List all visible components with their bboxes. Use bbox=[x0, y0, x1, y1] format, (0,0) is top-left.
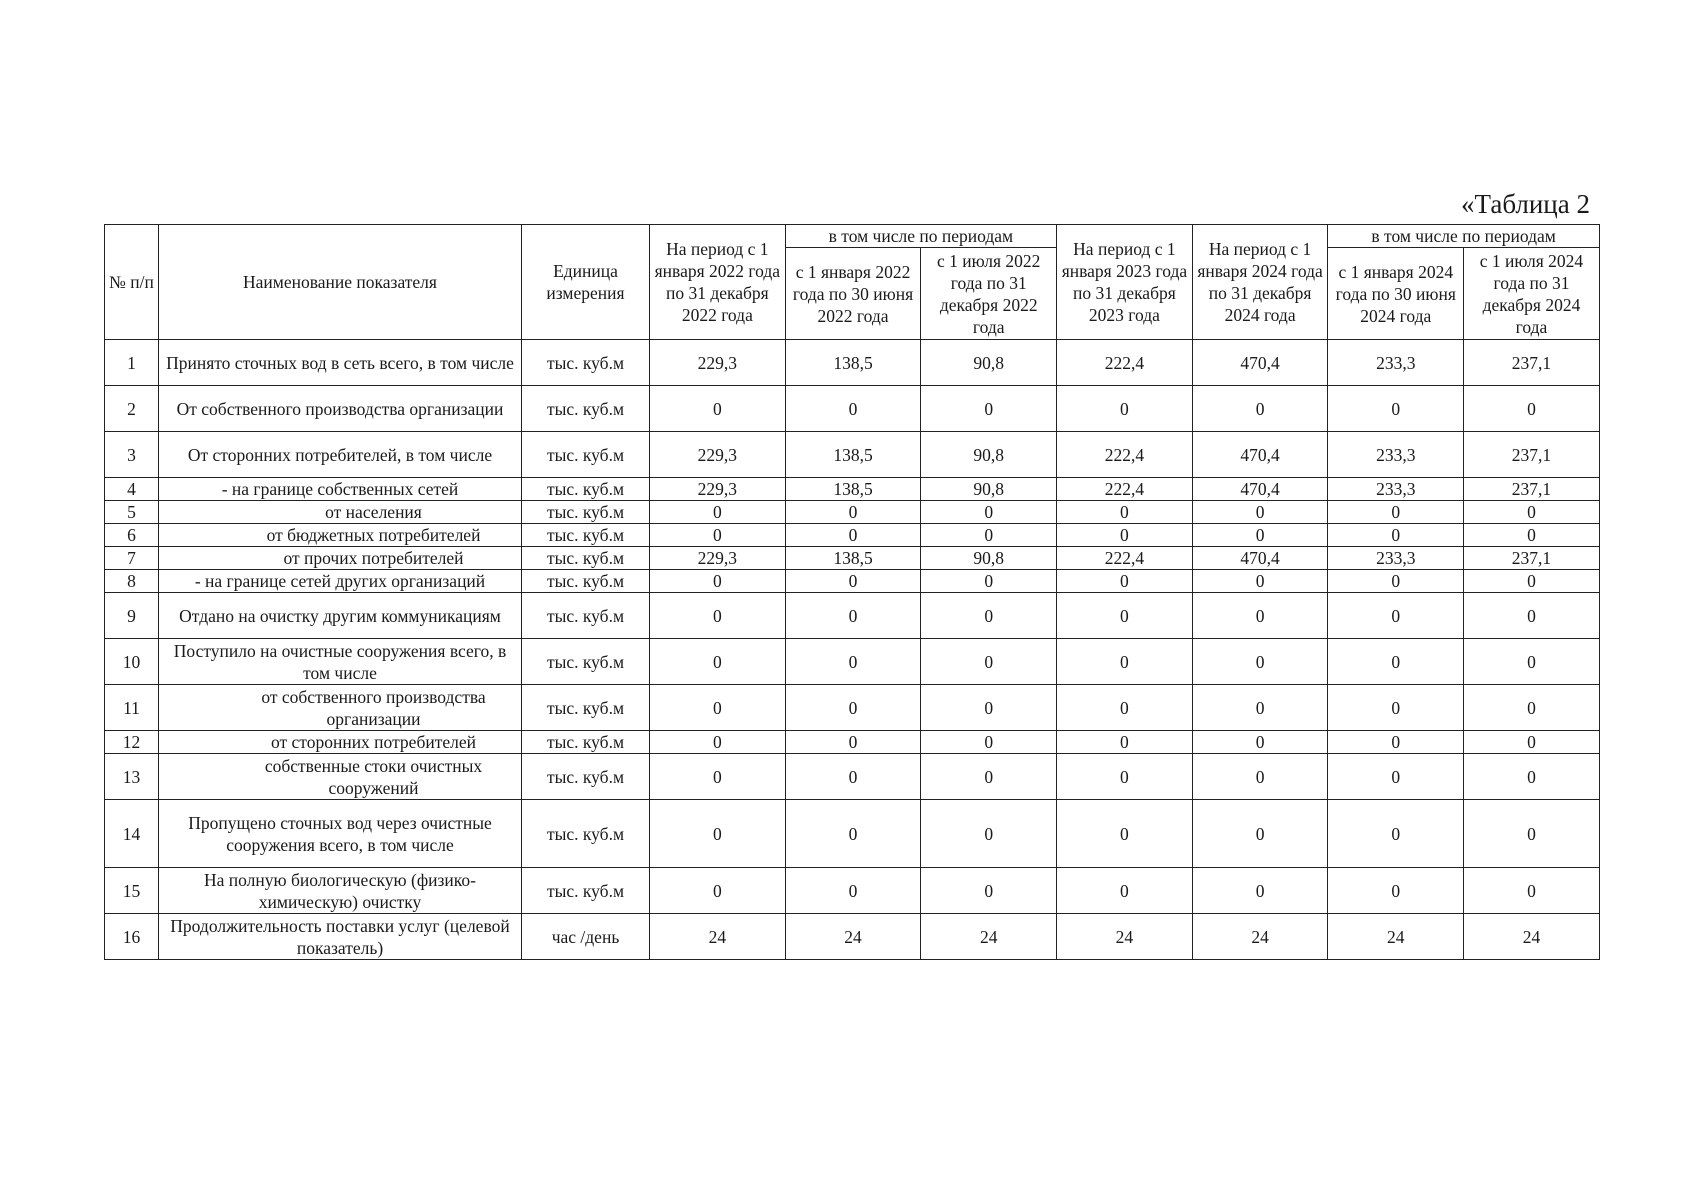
cell-value: 237,1 bbox=[1464, 547, 1600, 570]
row-name: от сторонних потребителей bbox=[159, 731, 522, 754]
cell-value: 0 bbox=[1057, 754, 1193, 800]
cell-value: 233,3 bbox=[1328, 340, 1464, 386]
report-table bbox=[104, 224, 1600, 960]
cell-value: 0 bbox=[650, 501, 786, 524]
cell-value: 0 bbox=[1464, 754, 1600, 800]
cell-value: 0 bbox=[1192, 593, 1328, 639]
cell-value: 0 bbox=[1328, 731, 1464, 754]
cell-value: 24 bbox=[921, 914, 1057, 960]
row-unit: тыс. куб.м bbox=[522, 593, 650, 639]
cell-value: 0 bbox=[1057, 731, 1193, 754]
row-name: от прочих потребителей bbox=[159, 547, 522, 570]
cell-value: 90,8 bbox=[921, 340, 1057, 386]
cell-value: 0 bbox=[1192, 685, 1328, 731]
table-row bbox=[105, 524, 1600, 547]
table-row bbox=[105, 731, 1600, 754]
cell-value: 0 bbox=[785, 524, 921, 547]
cell-value: 0 bbox=[1192, 754, 1328, 800]
table-row bbox=[105, 386, 1600, 432]
cell-value: 90,8 bbox=[921, 432, 1057, 478]
row-unit: тыс. куб.м bbox=[522, 868, 650, 914]
table-row bbox=[105, 800, 1600, 868]
cell-value: 0 bbox=[785, 685, 921, 731]
cell-value: 0 bbox=[785, 868, 921, 914]
row-no: 14 bbox=[105, 800, 159, 868]
cell-value: 138,5 bbox=[785, 547, 921, 570]
cell-value: 0 bbox=[1057, 800, 1193, 868]
row-no: 4 bbox=[105, 478, 159, 501]
cell-value: 138,5 bbox=[785, 432, 921, 478]
cell-value: 0 bbox=[1192, 639, 1328, 685]
table-row bbox=[105, 547, 1600, 570]
cell-value: 233,3 bbox=[1328, 478, 1464, 501]
cell-value: 237,1 bbox=[1464, 432, 1600, 478]
cell-value: 138,5 bbox=[785, 340, 921, 386]
row-unit: час /день bbox=[522, 914, 650, 960]
cell-value: 229,3 bbox=[650, 432, 786, 478]
cell-value: 0 bbox=[650, 868, 786, 914]
row-unit: тыс. куб.м bbox=[522, 639, 650, 685]
cell-value: 0 bbox=[1328, 639, 1464, 685]
row-unit: тыс. куб.м bbox=[522, 731, 650, 754]
row-no: 2 bbox=[105, 386, 159, 432]
header-period-2023: На период с 1 января 2023 года по 31 декабря 2023 года bbox=[1057, 225, 1193, 340]
cell-value: 0 bbox=[785, 731, 921, 754]
cell-value: 0 bbox=[785, 800, 921, 868]
cell-value: 0 bbox=[785, 754, 921, 800]
cell-value: 0 bbox=[1057, 868, 1193, 914]
row-name: Принято сточных вод в сеть всего, в том числе bbox=[159, 340, 522, 386]
cell-value: 138,5 bbox=[785, 478, 921, 501]
table-row bbox=[105, 593, 1600, 639]
row-name: Поступило на очистные сооружения всего, в том числе bbox=[159, 639, 522, 685]
cell-value: 0 bbox=[1192, 386, 1328, 432]
cell-value: 0 bbox=[1192, 868, 1328, 914]
cell-value: 24 bbox=[1192, 914, 1328, 960]
row-no: 7 bbox=[105, 547, 159, 570]
row-no: 5 bbox=[105, 501, 159, 524]
cell-value: 0 bbox=[921, 754, 1057, 800]
cell-value: 0 bbox=[921, 386, 1057, 432]
cell-value: 0 bbox=[1464, 570, 1600, 593]
header-incl-periods-2024: в том числе по периодам bbox=[1328, 225, 1599, 248]
cell-value: 0 bbox=[1192, 570, 1328, 593]
cell-value: 0 bbox=[1328, 593, 1464, 639]
cell-value: 0 bbox=[650, 593, 786, 639]
row-unit: тыс. куб.м bbox=[522, 685, 650, 731]
table-row bbox=[105, 340, 1600, 386]
cell-value: 24 bbox=[1328, 914, 1464, 960]
row-unit: тыс. куб.м bbox=[522, 386, 650, 432]
header-h2-2022: с 1 июля 2022 года по 31 декабря 2022 года bbox=[921, 248, 1057, 340]
cell-value: 237,1 bbox=[1464, 340, 1600, 386]
header-unit: Единица измерения bbox=[522, 225, 650, 340]
cell-value: 0 bbox=[1057, 639, 1193, 685]
cell-value: 0 bbox=[921, 868, 1057, 914]
cell-value: 0 bbox=[1328, 570, 1464, 593]
row-name: от бюджетных потребителей bbox=[159, 524, 522, 547]
cell-value: 0 bbox=[1057, 685, 1193, 731]
cell-value: 0 bbox=[921, 501, 1057, 524]
header-h2-2024: с 1 июля 2024 года по 31 декабря 2024 года bbox=[1464, 248, 1600, 340]
cell-value: 0 bbox=[1192, 524, 1328, 547]
cell-value: 90,8 bbox=[921, 478, 1057, 501]
cell-value: 470,4 bbox=[1192, 432, 1328, 478]
cell-value: 0 bbox=[921, 685, 1057, 731]
cell-value: 229,3 bbox=[650, 547, 786, 570]
header-h1-2022: с 1 января 2022 года по 30 июня 2022 года bbox=[785, 248, 921, 340]
row-unit: тыс. куб.м bbox=[522, 547, 650, 570]
cell-value: 0 bbox=[1057, 386, 1193, 432]
table-row bbox=[105, 501, 1600, 524]
header-period-2024: На период с 1 января 2024 года по 31 декабря 2024 года bbox=[1192, 225, 1328, 340]
row-no: 8 bbox=[105, 570, 159, 593]
cell-value: 0 bbox=[1328, 800, 1464, 868]
table-row bbox=[105, 478, 1600, 501]
cell-value: 0 bbox=[650, 524, 786, 547]
cell-value: 0 bbox=[1192, 501, 1328, 524]
cell-value: 24 bbox=[785, 914, 921, 960]
cell-value: 0 bbox=[1464, 593, 1600, 639]
row-name: собственные стоки очистных сооружений bbox=[159, 754, 522, 800]
table-row bbox=[105, 639, 1600, 685]
cell-value: 0 bbox=[1464, 800, 1600, 868]
cell-value: 0 bbox=[650, 685, 786, 731]
cell-value: 0 bbox=[1328, 754, 1464, 800]
cell-value: 0 bbox=[921, 524, 1057, 547]
row-name: от собственного производства организации bbox=[159, 685, 522, 731]
cell-value: 0 bbox=[1057, 501, 1193, 524]
cell-value: 0 bbox=[1464, 639, 1600, 685]
cell-value: 24 bbox=[1057, 914, 1193, 960]
cell-value: 470,4 bbox=[1192, 478, 1328, 501]
cell-value: 0 bbox=[1328, 386, 1464, 432]
row-name: - на границе сетей других организаций bbox=[159, 570, 522, 593]
row-no: 15 bbox=[105, 868, 159, 914]
header-h1-2024: с 1 января 2024 года по 30 июня 2024 года bbox=[1328, 248, 1464, 340]
header-no: № п/п bbox=[105, 225, 159, 340]
row-unit: тыс. куб.м bbox=[522, 754, 650, 800]
cell-value: 222,4 bbox=[1057, 478, 1193, 501]
row-name: Пропущено сточных вод через очистные сооружения всего, в том числе bbox=[159, 800, 522, 868]
cell-value: 470,4 bbox=[1192, 547, 1328, 570]
cell-value: 0 bbox=[650, 386, 786, 432]
cell-value: 222,4 bbox=[1057, 432, 1193, 478]
cell-value: 0 bbox=[1464, 386, 1600, 432]
row-name: Продолжительность поставки услуг (целевой показатель) bbox=[159, 914, 522, 960]
cell-value: 0 bbox=[1464, 524, 1600, 547]
cell-value: 0 bbox=[785, 501, 921, 524]
cell-value: 0 bbox=[1464, 501, 1600, 524]
cell-value: 233,3 bbox=[1328, 547, 1464, 570]
row-no: 16 bbox=[105, 914, 159, 960]
cell-value: 229,3 bbox=[650, 478, 786, 501]
cell-value: 0 bbox=[1464, 868, 1600, 914]
row-unit: тыс. куб.м bbox=[522, 800, 650, 868]
table-row bbox=[105, 868, 1600, 914]
cell-value: 222,4 bbox=[1057, 547, 1193, 570]
row-unit: тыс. куб.м bbox=[522, 432, 650, 478]
row-no: 3 bbox=[105, 432, 159, 478]
row-no: 9 bbox=[105, 593, 159, 639]
row-name: На полную биологическую (физико-химическую) очистку bbox=[159, 868, 522, 914]
cell-value: 0 bbox=[1328, 501, 1464, 524]
cell-value: 0 bbox=[650, 570, 786, 593]
cell-value: 0 bbox=[1464, 731, 1600, 754]
cell-value: 222,4 bbox=[1057, 340, 1193, 386]
cell-value: 0 bbox=[650, 754, 786, 800]
header-period-2022: На период с 1 января 2022 года по 31 декабря 2022 года bbox=[650, 225, 786, 340]
row-name: - на границе собственных сетей bbox=[159, 478, 522, 501]
cell-value: 0 bbox=[1192, 731, 1328, 754]
row-name: от населения bbox=[159, 501, 522, 524]
row-no: 11 bbox=[105, 685, 159, 731]
row-unit: тыс. куб.м bbox=[522, 340, 650, 386]
cell-value: 0 bbox=[921, 731, 1057, 754]
cell-value: 24 bbox=[650, 914, 786, 960]
table-row bbox=[105, 754, 1600, 800]
header-name: Наименование показателя bbox=[159, 225, 522, 340]
cell-value: 0 bbox=[1328, 524, 1464, 547]
table-row bbox=[105, 914, 1600, 960]
cell-value: 0 bbox=[1328, 685, 1464, 731]
cell-value: 229,3 bbox=[650, 340, 786, 386]
row-no: 6 bbox=[105, 524, 159, 547]
table-caption: «Таблица 2 bbox=[1461, 189, 1590, 219]
cell-value: 0 bbox=[650, 731, 786, 754]
row-name: От собственного производства организации bbox=[159, 386, 522, 432]
cell-value: 0 bbox=[1057, 524, 1193, 547]
table-row bbox=[105, 570, 1600, 593]
cell-value: 0 bbox=[785, 386, 921, 432]
table-row bbox=[105, 432, 1600, 478]
row-unit: тыс. куб.м bbox=[522, 501, 650, 524]
table-row bbox=[105, 685, 1600, 731]
table-body bbox=[105, 340, 1600, 960]
row-no: 13 bbox=[105, 754, 159, 800]
row-no: 12 bbox=[105, 731, 159, 754]
cell-value: 0 bbox=[785, 570, 921, 593]
cell-value: 0 bbox=[650, 639, 786, 685]
row-no: 1 bbox=[105, 340, 159, 386]
cell-value: 0 bbox=[1057, 593, 1193, 639]
cell-value: 470,4 bbox=[1192, 340, 1328, 386]
row-name: От сторонних потребителей, в том числе bbox=[159, 432, 522, 478]
row-unit: тыс. куб.м bbox=[522, 478, 650, 501]
cell-value: 0 bbox=[1192, 800, 1328, 868]
cell-value: 0 bbox=[921, 800, 1057, 868]
cell-value: 0 bbox=[1464, 685, 1600, 731]
cell-value: 0 bbox=[785, 639, 921, 685]
cell-value: 0 bbox=[785, 593, 921, 639]
cell-value: 0 bbox=[650, 800, 786, 868]
cell-value: 237,1 bbox=[1464, 478, 1600, 501]
row-unit: тыс. куб.м bbox=[522, 570, 650, 593]
cell-value: 90,8 bbox=[921, 547, 1057, 570]
cell-value: 24 bbox=[1464, 914, 1600, 960]
cell-value: 0 bbox=[921, 570, 1057, 593]
cell-value: 0 bbox=[1328, 868, 1464, 914]
cell-value: 0 bbox=[921, 639, 1057, 685]
row-name: Отдано на очистку другим коммуникациям bbox=[159, 593, 522, 639]
row-unit: тыс. куб.м bbox=[522, 524, 650, 547]
cell-value: 0 bbox=[921, 593, 1057, 639]
cell-value: 0 bbox=[1057, 570, 1193, 593]
cell-value: 233,3 bbox=[1328, 432, 1464, 478]
row-no: 10 bbox=[105, 639, 159, 685]
header-incl-periods-2022: в том числе по периодам bbox=[785, 225, 1056, 248]
